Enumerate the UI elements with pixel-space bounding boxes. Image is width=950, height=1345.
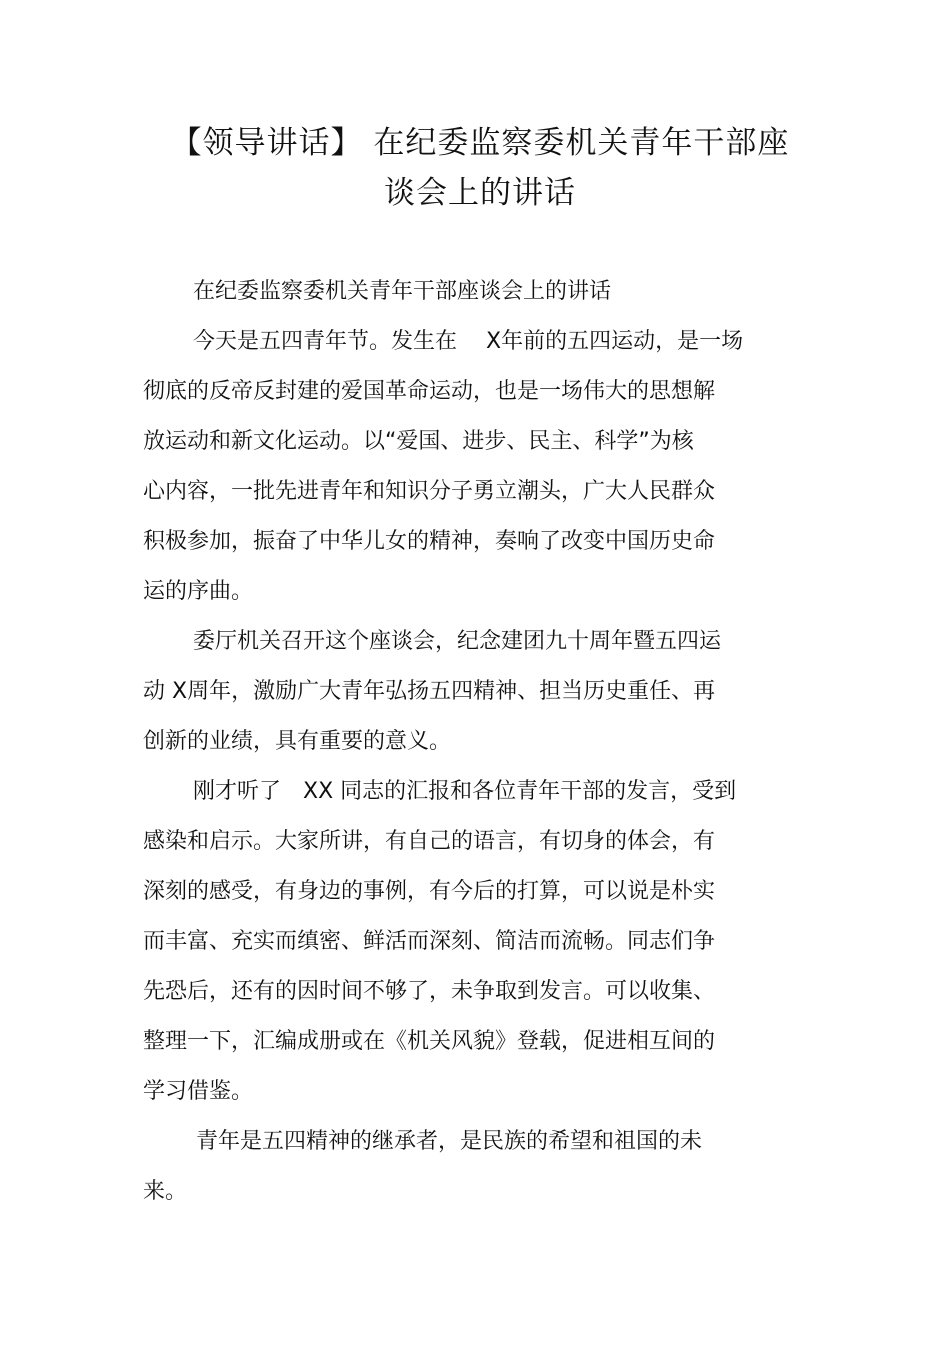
paragraph-2-line: 创新的业绩，具有重要的意义。 bbox=[143, 729, 452, 754]
title-line-2: 谈会上的讲话 bbox=[384, 175, 576, 211]
paragraph-2-line: 委厅机关召开这个座谈会，纪念建团九十周年暨五四运 bbox=[193, 629, 722, 654]
paragraph-3-line: 先恐后，还有的因时间不够了，未争取到发言。可以收集、 bbox=[143, 979, 716, 1004]
paragraph-3-line: 感染和启示。大家所讲，有自己的语言，有切身的体会，有 bbox=[143, 829, 716, 854]
paragraph-3-line: 刚才听了 XX 同志的汇报和各位青年干部的发言，受到 bbox=[193, 779, 737, 804]
title-line-1: 【领导讲话】 在纪委监察委机关青年干部座 bbox=[170, 125, 790, 161]
document-title bbox=[100, 118, 860, 218]
paragraph-2-line: 动 X周年，激励广大青年弘扬五四精神、担当历史重任、再 bbox=[143, 679, 716, 704]
paragraph-1-line: 放运动和新文化运动。以“爱国、进步、民主、科学”为核 bbox=[143, 429, 694, 454]
paragraph-1-line: 运的序曲。 bbox=[143, 579, 254, 604]
paragraph-3-line: 学习借鉴。 bbox=[143, 1079, 254, 1104]
paragraph-1-line: 积极参加，振奋了中华儿女的精神，奏响了改变中国历史命 bbox=[143, 529, 716, 554]
paragraph-3-line: 整理一下，汇编成册或在《机关风貌》登载，促进相互间的 bbox=[143, 1029, 716, 1054]
paragraph-4-line: 来。 bbox=[143, 1179, 188, 1204]
paragraph-1-line: 心内容，一批先进青年和知识分子勇立潮头，广大人民群众 bbox=[143, 479, 716, 504]
paragraph-3-line: 深刻的感受，有身边的事例，有今后的打算，可以说是朴实 bbox=[143, 879, 716, 904]
paragraph-3-line: 而丰富、充实而缜密、鲜活而深刻、简洁而流畅。同志们争 bbox=[143, 929, 716, 954]
paragraph-4-line: 青年是五四精神的继承者，是民族的希望和祖国的未 bbox=[196, 1129, 703, 1154]
subtitle: 在纪委监察委机关青年干部座谈会上的讲话 bbox=[193, 279, 612, 304]
paragraph-1-line: 彻底的反帝反封建的爱国革命运动，也是一场伟大的思想解 bbox=[143, 379, 716, 404]
paragraph-1-line: 今天是五四青年节。发生在 X年前的五四运动，是一场 bbox=[193, 329, 744, 354]
